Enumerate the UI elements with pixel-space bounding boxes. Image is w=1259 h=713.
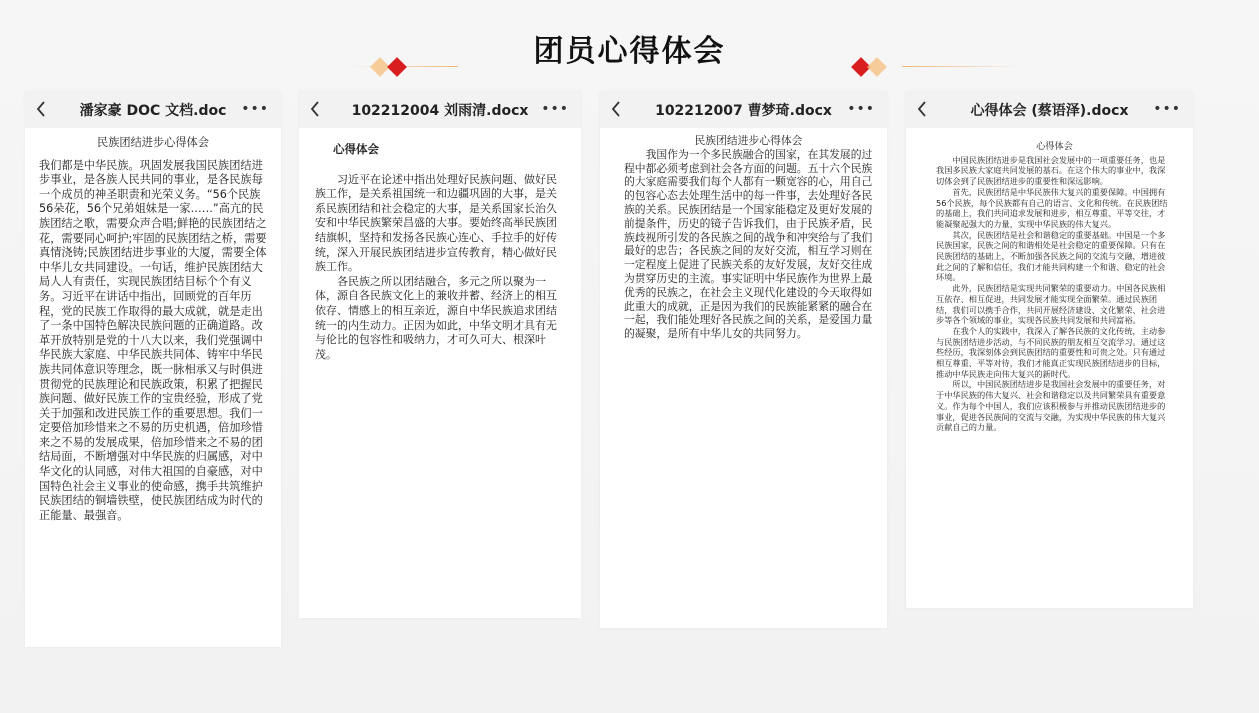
document-header — [25, 92, 281, 128]
document-header — [299, 92, 581, 128]
document-header — [906, 92, 1193, 128]
document-card-4 — [906, 92, 1193, 608]
more-horizontal-icon[interactable]: ••• — [241, 101, 269, 117]
page-title: 团员心得体会 — [533, 34, 726, 69]
paragraph: 所以，中国民族团结进步是我国社会发展中的重要任务，对于中华民族的伟大复兴、社会和谐稳定以及共同繁荣具有重要意义。作为每个中国人，我们应该积极参与并推动民族团结进步的事业，促进各民族间的交流与交融，为实现中华民族的伟大复兴贡献自己的力量。 — [936, 379, 1166, 433]
more-horizontal-icon[interactable]: ••• — [541, 101, 569, 117]
paragraph: 中国民族团结进步是我国社会发展中的一项重要任务，也是我国多民族大家庭共同发展的基石。在这个伟大的事业中，我深切体会到了民族团结进步的重要性和深远影响。 — [936, 154, 1166, 187]
chevron-left-icon[interactable] — [916, 100, 932, 120]
paragraph: 各民族之所以团结融合，多元之所以聚为一体，源自各民族文化上的兼收并蓄、经济上的相互依存、情感上的相互亲近，源自中华民族追求团结统一的内生动力。正因为如此，中华文明才具有无与伦比的包容性和吸纳力，才可久可大、根深叶茂。 — [315, 274, 557, 361]
title-decoration-left — [348, 60, 488, 74]
document-card-2 — [299, 92, 581, 618]
paragraph: 我国作为一个多民族融合的国家，在其发展的过程中都必须考虑到社会各方面的问题。五十六个民族的大家庭需要我们每个人都有一颗宽容的心，用自己的包容心态去处理生活中的每一件事，去处理好各民族的关系。民族团结是一个国家能稳定及更好发展的前提条件，历史的镜子告诉我们，由于民族矛盾，民族歧视所引发的各民族之间的战争和冲突给与了我们最好的忠告；各民族之间的友好交流，相互学习则在一定程度上促进了民族关系的友好发展，友好交往成为贯穿历史的主流。事实证明中华民族作为世界上最优秀的民族之，在社会主义现代化建设的今天取得如此重大的成就，正是因为我们的民族能紧紧的融合在一起，我们能处理好各民族之间的关系，是爱国力量的凝聚，是所有中华儿女的共同努力。 — [624, 147, 873, 341]
document-heading: 民族团结进步心得体会 — [97, 136, 209, 149]
paragraph: 首先，民族团结是中华民族伟大复兴的重要保障。中国拥有56个民族，每个民族都有自己的语言、文化和传统。在民族团结的基础上，我们共同追求发展和进步，相互尊重、平等交往，才能凝聚起强大的力量，实现中华民族的伟大复兴。 — [936, 186, 1168, 229]
document-filename: 102212004 刘雨清.docx — [351, 103, 529, 119]
document-filename: 潘家豪 DOC 文档.doc — [79, 103, 227, 119]
document-card-3 — [600, 92, 887, 628]
paragraph: 我们都是中华民族。巩固发展我国民族团结进步事业，是各族人民共同的事业，是各民族每一个成员的神圣职责和光荣义务。“56个民族56朵花，56个兄弟姐妹是一家……”高亢的民族团结之歌，需要众声合唱;鲜艳的民族团结之花，需要同心呵护;牢固的民族团结之桥，需要真情浇铸;民族团结进步事业的大厦，需要全体中华儿女共同建设。一句话，维护民族团结大局人人有责任，实现民族团结目标个个有义务。习近平在讲话中指出，回顾党的百年历程，党的民族工作取得的最大成就，就是走出了一条中国特色解决民族问题的正确道路。改革开放特别是党的十八大以来，我们党强调中华民族大家庭、中华民族共同体、铸牢中华民族共同体意识等理念，既一脉相承又与时俱进贯彻党的民族理论和民族政策，积累了把握民族问题、做好民族工作的宝贵经验，形成了党关于加强和改进民族工作的重要思想。我们一定要倍加珍惜来之不易的历史机遇，倍加珍惜来之不易的发展成果，倍加珍惜来之不易的团结局面，不断增强对中华民族的归属感，对中华文化的认同感，对伟大祖国的自豪感，对中国特色社会主义事业的使命感，携手共筑维护民族团结的铜墙铁壁，使民族团结成为时代的正能量、最强音。 — [39, 158, 267, 522]
section-heading: 心得体会 — [333, 142, 379, 156]
paragraph: 其次，民族团结是社会和谐稳定的重要基础。中国是一个多民族国家，民族之间的和谐相处是社会稳定的重要保障。只有在民族团结的基础上，不断加强各民族之间的交流与交融，增进彼此之间的了解和信任，我们才能共同构建一个和谐、稳定的社会环境。 — [936, 229, 1166, 283]
document-body — [906, 128, 1193, 441]
paragraph: 此外，民族团结是实现共同繁荣的重要动力。中国各民族相互依存、相互促进，共同发展才能实现全面繁荣。通过民族团结，我们可以携手合作，共同开展经济建设、文化繁荣、社会进步等各个领域的事业，实现各民族共同发展和共同富裕。 — [936, 283, 1166, 326]
document-heading: 心得体会 — [1036, 141, 1073, 152]
document-header — [600, 92, 887, 128]
chevron-left-icon[interactable] — [610, 100, 626, 120]
document-body — [25, 128, 281, 531]
title-decoration-right — [846, 60, 986, 74]
document-card-1 — [25, 92, 281, 647]
document-filename: 心得体会 (蔡语泽).docx — [970, 103, 1129, 119]
paragraph: 在我个人的实践中，我深入了解各民族的文化传统，主动参与民族团结进步活动，与不同民族的朋友相互交流学习。通过这些经历，我深刻体会到民族团结的重要性和可贵之处。只有通过相互尊重、平等对待，我们才能真正实现民族团结进步的目标，推动中华民族走向伟大复兴的新时代。 — [936, 325, 1166, 379]
document-heading: 民族团结进步心得体会 — [694, 134, 803, 147]
document-body — [299, 128, 581, 370]
document-filename: 102212007 曹梦琦.docx — [655, 103, 832, 119]
more-horizontal-icon[interactable]: ••• — [1153, 101, 1181, 117]
chevron-left-icon[interactable] — [35, 100, 51, 120]
document-body — [600, 128, 887, 349]
chevron-left-icon[interactable] — [309, 100, 325, 120]
more-horizontal-icon[interactable]: ••• — [847, 101, 875, 117]
paragraph: 习近平在论述中指出处理好民族问题、做好民族工作，是关系祖国统一和边疆巩固的大事，是关系民族团结和社会稳定的大事，是关系国家长治久安和中华民族繁荣昌盛的大事。要始终高举民族团结旗帜，坚持和发扬各民族心连心、手拉手的好传统，深入开展民族团结进步宣传教育，精心做好民族工作。 — [315, 172, 557, 274]
